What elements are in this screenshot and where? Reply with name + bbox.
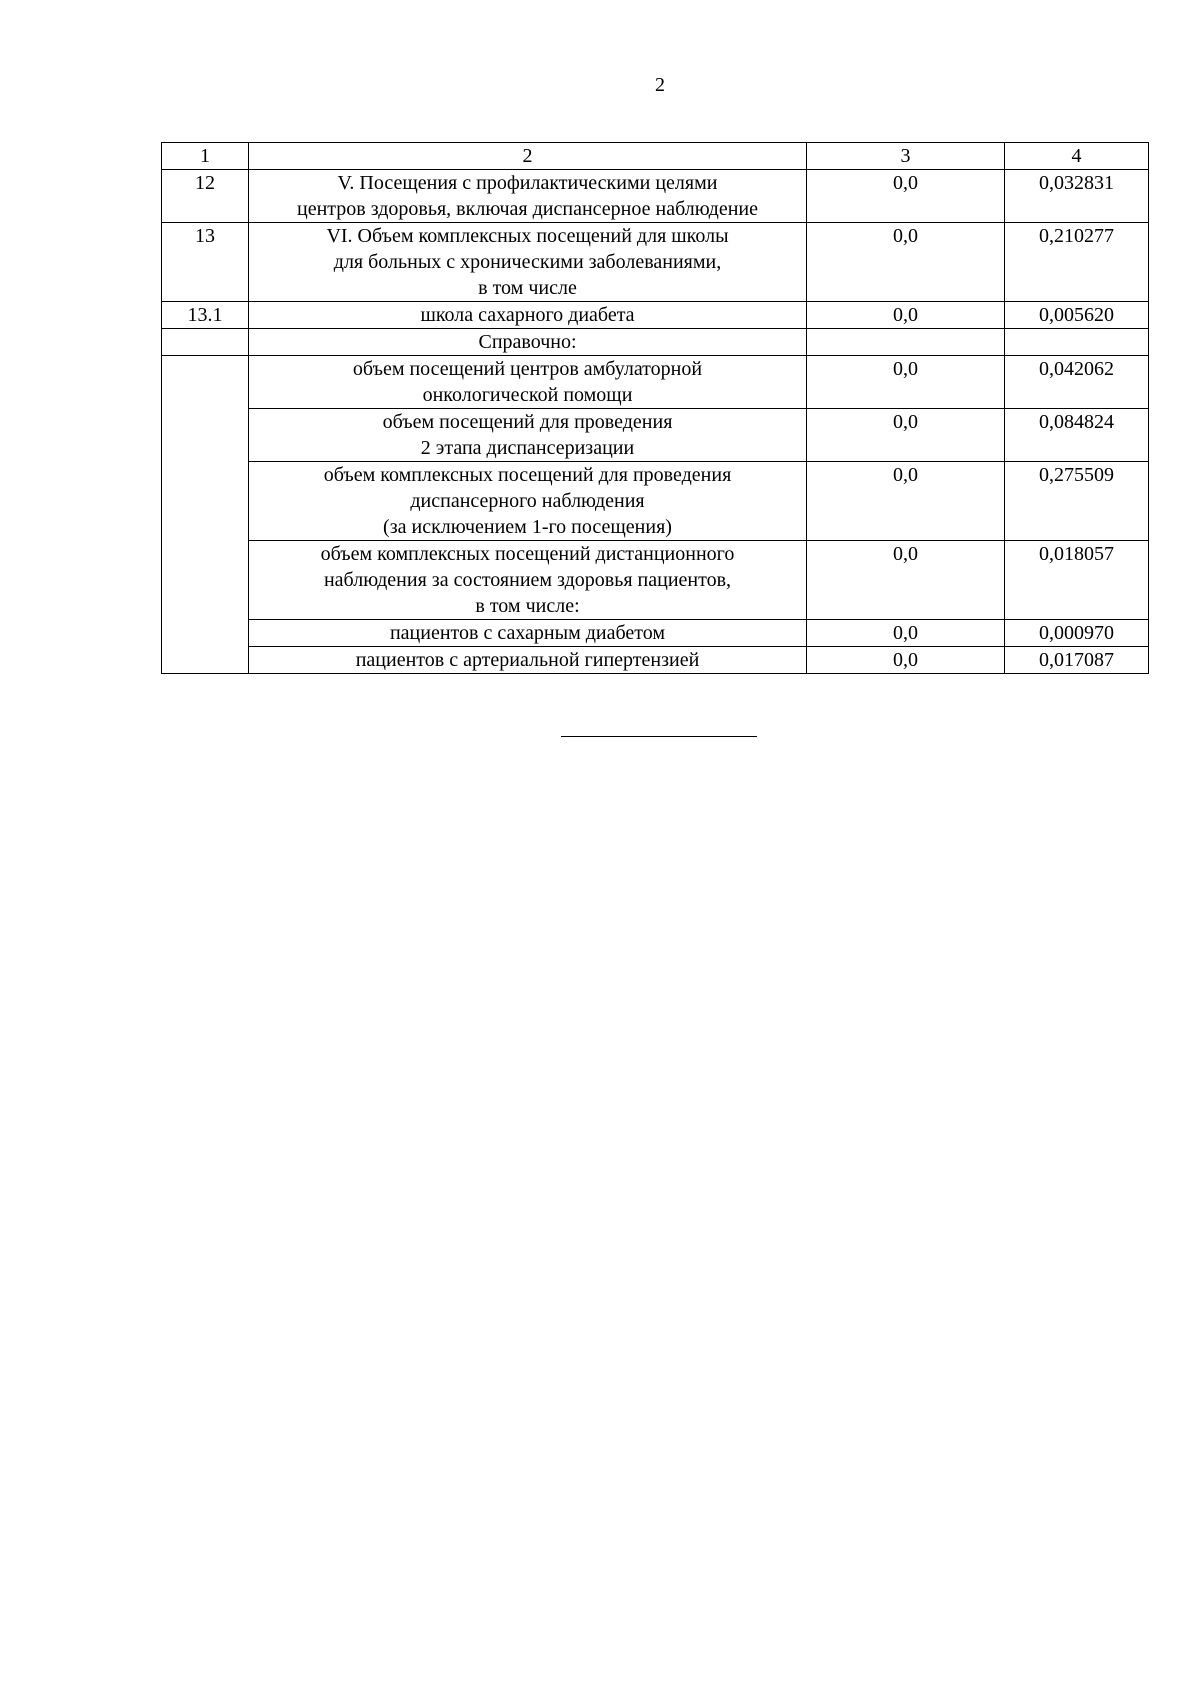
row-description-cell: VI. Объем комплексных посещений для школы для больных с хроническими заболеваниями, в том числе (249, 223, 807, 302)
header-cell-col3: 3 (807, 143, 1005, 170)
row-col3-value: 0,0 (807, 409, 1005, 462)
row-description-cell: объем комплексных посещений дистанционного наблюдения за состоянием здоровья пациентов, в том числе: (249, 541, 807, 620)
row-description-cell: пациентов с сахарным диабетом (249, 620, 807, 647)
row-number-cell (162, 329, 249, 356)
row-col3-value: 0,0 (807, 302, 1005, 329)
row-col3-value: 0,0 (807, 541, 1005, 620)
row-description-cell: объем комплексных посещений для проведения диспансерного наблюдения (за исключением 1-го посещения) (249, 462, 807, 541)
row-col4-value (1005, 329, 1149, 356)
table-row (162, 170, 1149, 223)
row-col3-value: 0,0 (807, 462, 1005, 541)
row-description-cell: школа сахарного диабета (249, 302, 807, 329)
row-col4-value: 0,018057 (1005, 541, 1149, 620)
row-col3-value (807, 329, 1005, 356)
header-cell-col2: 2 (249, 143, 807, 170)
table-row (162, 647, 1149, 674)
row-col4-value: 0,000970 (1005, 620, 1149, 647)
table-row (162, 541, 1149, 620)
row-description-cell: пациентов с артериальной гипертензией (249, 647, 807, 674)
data-table (161, 142, 1149, 674)
row-col4-value: 0,032831 (1005, 170, 1149, 223)
row-number-cell: 13 (162, 223, 249, 302)
row-col3-value: 0,0 (807, 647, 1005, 674)
row-number-cell: 13.1 (162, 302, 249, 329)
row-col4-value: 0,210277 (1005, 223, 1149, 302)
row-col3-value: 0,0 (807, 620, 1005, 647)
table-row (162, 302, 1149, 329)
row-number-cell: 12 (162, 170, 249, 223)
row-col3-value: 0,0 (807, 170, 1005, 223)
row-description-cell: объем посещений центров амбулаторной онкологической помощи (249, 356, 807, 409)
row-col4-value: 0,017087 (1005, 647, 1149, 674)
row-description-cell: объем посещений для проведения 2 этапа диспансеризации (249, 409, 807, 462)
table-row (162, 462, 1149, 541)
header-cell-col4: 4 (1005, 143, 1149, 170)
reference-heading-cell: Справочно: (249, 329, 807, 356)
table-header-row (162, 143, 1149, 170)
table-row (162, 409, 1149, 462)
end-of-document-rule (561, 736, 757, 737)
row-col3-value: 0,0 (807, 356, 1005, 409)
row-col3-value: 0,0 (807, 223, 1005, 302)
reference-number-cell-merged (162, 356, 249, 674)
row-col4-value: 0,084824 (1005, 409, 1149, 462)
row-col4-value: 0,005620 (1005, 302, 1149, 329)
table-row-reference-heading (162, 329, 1149, 356)
row-col4-value: 0,042062 (1005, 356, 1149, 409)
table-row (162, 620, 1149, 647)
table-row (162, 223, 1149, 302)
header-cell-col1: 1 (162, 143, 249, 170)
row-description-cell: V. Посещения с профилактическими целями центров здоровья, включая диспансерное наблюдение (249, 170, 807, 223)
row-col4-value: 0,275509 (1005, 462, 1149, 541)
page-number: 2 (655, 74, 665, 96)
table-row (162, 356, 1149, 409)
